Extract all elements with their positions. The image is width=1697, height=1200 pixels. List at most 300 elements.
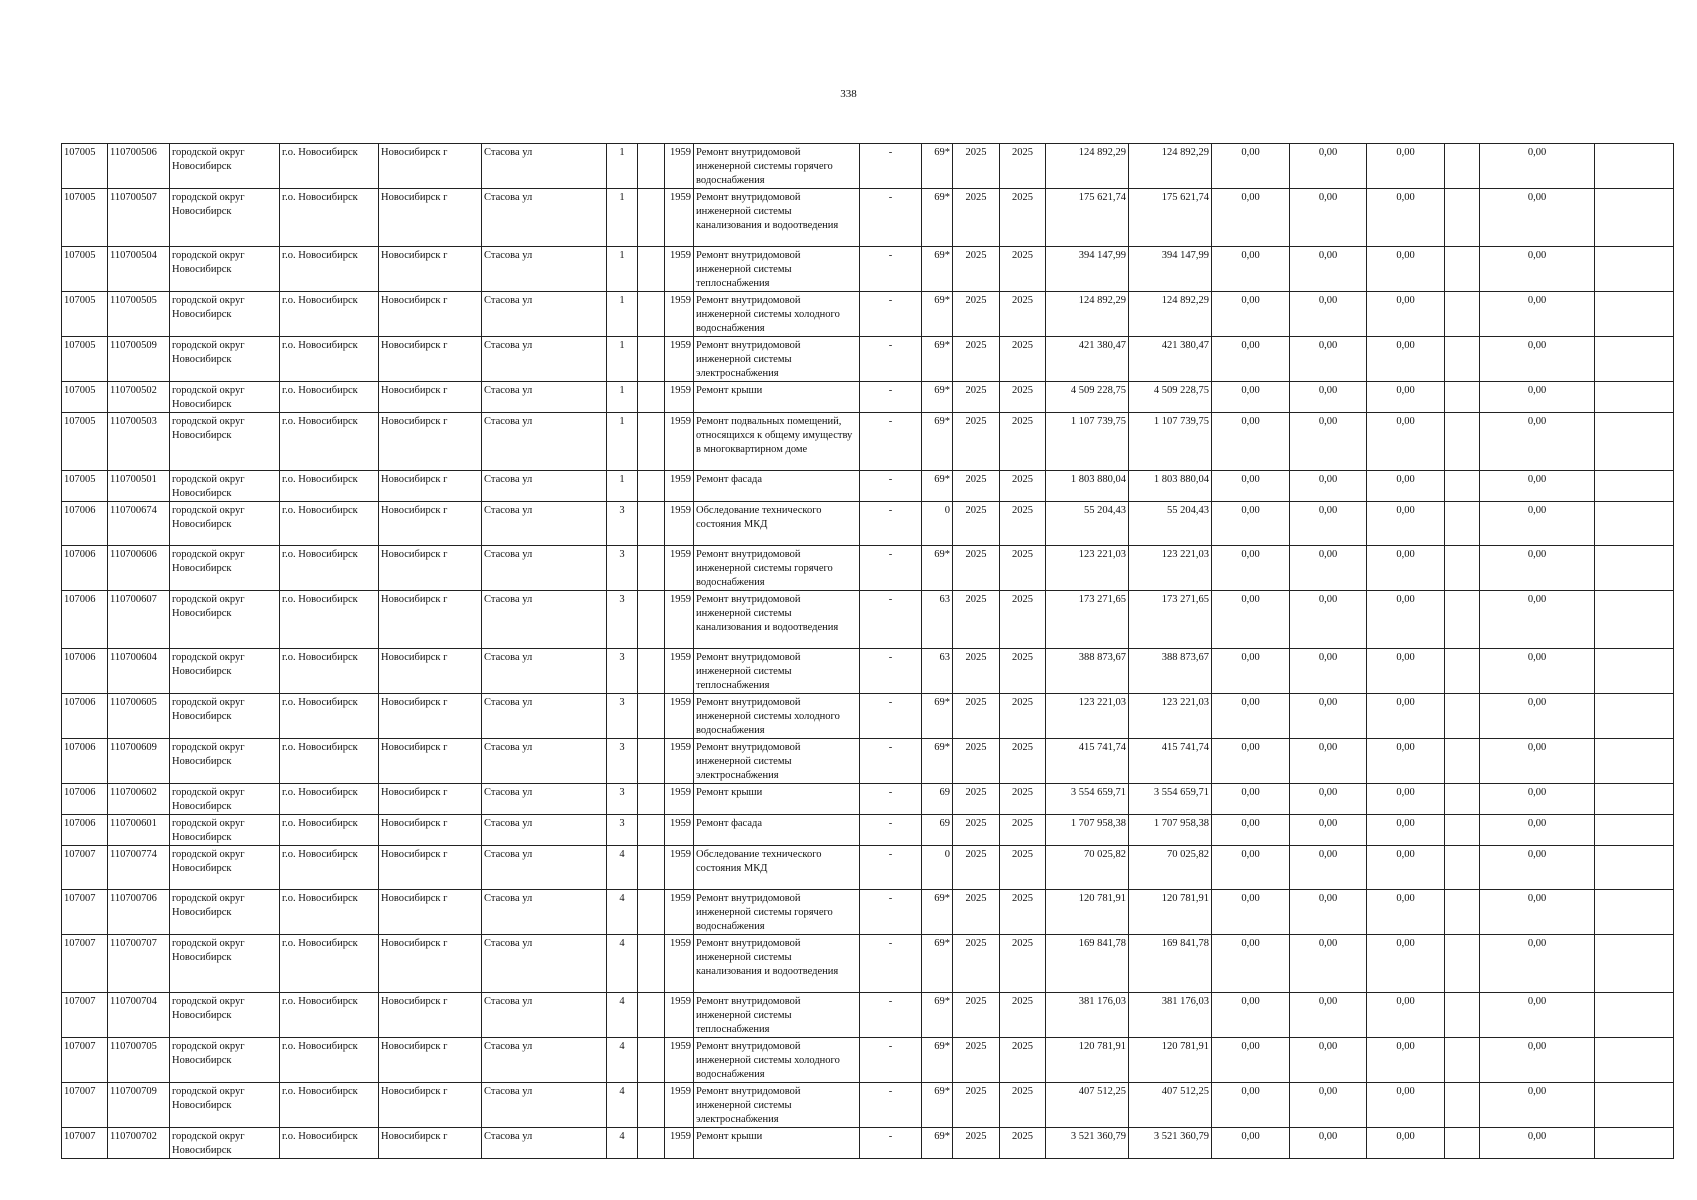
build-year-cell: 1959 [665,189,694,247]
build-year-cell: 1959 [665,382,694,413]
fund-cost-cell: 169 841,78 [1129,935,1212,993]
amount-cell-5: 0,00 [1480,382,1595,413]
amount-cell-3: 0,00 [1367,993,1445,1038]
locality-cell: Новосибирск г [379,993,482,1038]
record-id-cell: 107005 [62,337,108,382]
wear-cell: 69* [922,471,953,502]
amount-cell-4 [1445,382,1480,413]
amount-cell-1: 0,00 [1212,502,1290,546]
plan-year-end-cell: 2025 [1000,247,1046,292]
build-year-cell: 1959 [665,694,694,739]
amount-cell-3: 0,00 [1367,890,1445,935]
record-id-cell: 107006 [62,546,108,591]
street-cell: Стасова ул [482,502,607,546]
table-row [62,649,1674,694]
table-row [62,144,1674,189]
district-cell: г.о. Новосибирск [280,247,379,292]
wear-cell: 69* [922,993,953,1038]
building-cell [638,815,665,846]
plan-year-end-cell: 2025 [1000,935,1046,993]
build-year-cell: 1959 [665,784,694,815]
work-code-cell: 110700704 [108,993,170,1038]
locality-cell: Новосибирск г [379,144,482,189]
record-id-cell: 107006 [62,649,108,694]
amount-cell-4 [1445,739,1480,784]
amount-cell-5: 0,00 [1480,1038,1595,1083]
record-id-cell: 107007 [62,846,108,890]
plan-year-end-cell: 2025 [1000,502,1046,546]
locality-cell: Новосибирск г [379,890,482,935]
house-number-cell: 3 [607,591,638,649]
record-id-cell: 107005 [62,189,108,247]
total-cost-cell: 175 621,74 [1046,189,1129,247]
work-type-cell: Обследование технического состояния МКД [694,502,860,546]
fund-cost-cell: 394 147,99 [1129,247,1212,292]
plan-year-start-cell: 2025 [953,546,1000,591]
total-cost-cell: 124 892,29 [1046,292,1129,337]
municipality-cell: городской округ Новосибирск [170,546,280,591]
amount-cell-1: 0,00 [1212,815,1290,846]
amount-cell-1: 0,00 [1212,890,1290,935]
table-row [62,694,1674,739]
locality-cell: Новосибирск г [379,382,482,413]
dash-cell: - [860,1128,922,1159]
amount-cell-2: 0,00 [1290,890,1367,935]
record-id-cell: 107007 [62,1128,108,1159]
plan-year-start-cell: 2025 [953,815,1000,846]
wear-cell: 69* [922,247,953,292]
total-cost-cell: 407 512,25 [1046,1083,1129,1128]
municipality-cell: городской округ Новосибирск [170,784,280,815]
work-type-cell: Ремонт внутридомовой инженерной системы канализования и водоотведения [694,591,860,649]
work-type-cell: Ремонт внутридомовой инженерной системы холодного водоснабжения [694,694,860,739]
municipality-cell: городской округ Новосибирск [170,993,280,1038]
wear-cell: 69 [922,815,953,846]
total-cost-cell: 123 221,03 [1046,546,1129,591]
dash-cell: - [860,1083,922,1128]
amount-cell-3: 0,00 [1367,546,1445,591]
amount-cell-6 [1595,382,1674,413]
wear-cell: 69* [922,413,953,471]
amount-cell-6 [1595,292,1674,337]
build-year-cell: 1959 [665,846,694,890]
amount-cell-6 [1595,694,1674,739]
district-cell: г.о. Новосибирск [280,382,379,413]
table-row [62,471,1674,502]
district-cell: г.о. Новосибирск [280,471,379,502]
house-number-cell: 4 [607,1128,638,1159]
street-cell: Стасова ул [482,247,607,292]
street-cell: Стасова ул [482,739,607,784]
house-number-cell: 4 [607,1038,638,1083]
municipality-cell: городской округ Новосибирск [170,247,280,292]
amount-cell-2: 0,00 [1290,591,1367,649]
amount-cell-3: 0,00 [1367,694,1445,739]
fund-cost-cell: 55 204,43 [1129,502,1212,546]
street-cell: Стасова ул [482,546,607,591]
work-code-cell: 110700702 [108,1128,170,1159]
work-type-cell: Ремонт внутридомовой инженерной системы горячего водоснабжения [694,890,860,935]
fund-cost-cell: 381 176,03 [1129,993,1212,1038]
amount-cell-3: 0,00 [1367,413,1445,471]
capital-repair-table [61,143,1674,1159]
amount-cell-3: 0,00 [1367,846,1445,890]
building-cell [638,502,665,546]
dash-cell: - [860,846,922,890]
house-number-cell: 3 [607,739,638,784]
district-cell: г.о. Новосибирск [280,144,379,189]
building-cell [638,144,665,189]
amount-cell-5: 0,00 [1480,591,1595,649]
table-row [62,337,1674,382]
amount-cell-6 [1595,189,1674,247]
amount-cell-5: 0,00 [1480,502,1595,546]
amount-cell-5: 0,00 [1480,694,1595,739]
work-code-cell: 110700507 [108,189,170,247]
amount-cell-1: 0,00 [1212,337,1290,382]
amount-cell-5: 0,00 [1480,471,1595,502]
amount-cell-4 [1445,935,1480,993]
fund-cost-cell: 173 271,65 [1129,591,1212,649]
amount-cell-1: 0,00 [1212,144,1290,189]
record-id-cell: 107005 [62,247,108,292]
amount-cell-6 [1595,413,1674,471]
total-cost-cell: 394 147,99 [1046,247,1129,292]
wear-cell: 69* [922,337,953,382]
work-type-cell: Ремонт внутридомовой инженерной системы теплоснабжения [694,247,860,292]
amount-cell-3: 0,00 [1367,337,1445,382]
fund-cost-cell: 123 221,03 [1129,694,1212,739]
street-cell: Стасова ул [482,649,607,694]
locality-cell: Новосибирск г [379,739,482,784]
table-row [62,846,1674,890]
amount-cell-1: 0,00 [1212,189,1290,247]
amount-cell-6 [1595,739,1674,784]
dash-cell: - [860,189,922,247]
street-cell: Стасова ул [482,189,607,247]
street-cell: Стасова ул [482,1083,607,1128]
table-row [62,382,1674,413]
plan-year-start-cell: 2025 [953,1038,1000,1083]
amount-cell-6 [1595,890,1674,935]
table-row [62,292,1674,337]
locality-cell: Новосибирск г [379,189,482,247]
street-cell: Стасова ул [482,1038,607,1083]
district-cell: г.о. Новосибирск [280,1128,379,1159]
district-cell: г.о. Новосибирск [280,815,379,846]
amount-cell-1: 0,00 [1212,935,1290,993]
district-cell: г.о. Новосибирск [280,292,379,337]
building-cell [638,784,665,815]
district-cell: г.о. Новосибирск [280,1083,379,1128]
amount-cell-2: 0,00 [1290,1128,1367,1159]
plan-year-start-cell: 2025 [953,739,1000,784]
work-code-cell: 110700503 [108,413,170,471]
building-cell [638,935,665,993]
work-type-cell: Ремонт подвальных помещений, относящихся к общему имуществу в многоквартирном доме [694,413,860,471]
municipality-cell: городской округ Новосибирск [170,815,280,846]
build-year-cell: 1959 [665,591,694,649]
total-cost-cell: 120 781,91 [1046,890,1129,935]
amount-cell-5: 0,00 [1480,337,1595,382]
wear-cell: 69* [922,890,953,935]
total-cost-cell: 415 741,74 [1046,739,1129,784]
plan-year-start-cell: 2025 [953,144,1000,189]
table-row [62,890,1674,935]
plan-year-start-cell: 2025 [953,890,1000,935]
municipality-cell: городской округ Новосибирск [170,846,280,890]
fund-cost-cell: 124 892,29 [1129,144,1212,189]
plan-year-start-cell: 2025 [953,591,1000,649]
total-cost-cell: 173 271,65 [1046,591,1129,649]
locality-cell: Новосибирск г [379,502,482,546]
municipality-cell: городской округ Новосибирск [170,502,280,546]
amount-cell-6 [1595,649,1674,694]
build-year-cell: 1959 [665,890,694,935]
wear-cell: 69* [922,189,953,247]
amount-cell-6 [1595,247,1674,292]
table-row [62,1083,1674,1128]
amount-cell-4 [1445,292,1480,337]
plan-year-end-cell: 2025 [1000,189,1046,247]
plan-year-end-cell: 2025 [1000,144,1046,189]
work-type-cell: Ремонт внутридомовой инженерной системы теплоснабжения [694,649,860,694]
build-year-cell: 1959 [665,144,694,189]
street-cell: Стасова ул [482,337,607,382]
building-cell [638,1128,665,1159]
amount-cell-5: 0,00 [1480,1083,1595,1128]
plan-year-end-cell: 2025 [1000,591,1046,649]
amount-cell-4 [1445,993,1480,1038]
work-type-cell: Ремонт внутридомовой инженерной системы холодного водоснабжения [694,1038,860,1083]
house-number-cell: 3 [607,649,638,694]
amount-cell-2: 0,00 [1290,144,1367,189]
amount-cell-1: 0,00 [1212,292,1290,337]
municipality-cell: городской округ Новосибирск [170,739,280,784]
table-row [62,739,1674,784]
table-row [62,935,1674,993]
building-cell [638,546,665,591]
amount-cell-6 [1595,815,1674,846]
amount-cell-2: 0,00 [1290,1038,1367,1083]
building-cell [638,649,665,694]
municipality-cell: городской округ Новосибирск [170,189,280,247]
table-row [62,1128,1674,1159]
amount-cell-4 [1445,189,1480,247]
building-cell [638,890,665,935]
dash-cell: - [860,144,922,189]
amount-cell-3: 0,00 [1367,784,1445,815]
house-number-cell: 1 [607,292,638,337]
district-cell: г.о. Новосибирск [280,502,379,546]
table-row [62,546,1674,591]
total-cost-cell: 124 892,29 [1046,144,1129,189]
work-type-cell: Ремонт внутридомовой инженерной системы электроснабжения [694,337,860,382]
plan-year-start-cell: 2025 [953,694,1000,739]
dash-cell: - [860,502,922,546]
district-cell: г.о. Новосибирск [280,739,379,784]
dash-cell: - [860,471,922,502]
fund-cost-cell: 120 781,91 [1129,1038,1212,1083]
amount-cell-2: 0,00 [1290,502,1367,546]
total-cost-cell: 421 380,47 [1046,337,1129,382]
municipality-cell: городской округ Новосибирск [170,337,280,382]
amount-cell-1: 0,00 [1212,546,1290,591]
amount-cell-5: 0,00 [1480,649,1595,694]
house-number-cell: 3 [607,546,638,591]
amount-cell-2: 0,00 [1290,292,1367,337]
amount-cell-4 [1445,649,1480,694]
record-id-cell: 107005 [62,471,108,502]
record-id-cell: 107006 [62,694,108,739]
total-cost-cell: 381 176,03 [1046,993,1129,1038]
locality-cell: Новосибирск г [379,649,482,694]
municipality-cell: городской округ Новосибирск [170,890,280,935]
house-number-cell: 3 [607,502,638,546]
street-cell: Стасова ул [482,591,607,649]
work-code-cell: 110700607 [108,591,170,649]
plan-year-end-cell: 2025 [1000,382,1046,413]
amount-cell-2: 0,00 [1290,546,1367,591]
build-year-cell: 1959 [665,502,694,546]
building-cell [638,337,665,382]
plan-year-end-cell: 2025 [1000,292,1046,337]
house-number-cell: 4 [607,846,638,890]
wear-cell: 69* [922,292,953,337]
amount-cell-6 [1595,144,1674,189]
amount-cell-5: 0,00 [1480,292,1595,337]
record-id-cell: 107005 [62,382,108,413]
fund-cost-cell: 120 781,91 [1129,890,1212,935]
amount-cell-2: 0,00 [1290,784,1367,815]
dash-cell: - [860,784,922,815]
amount-cell-1: 0,00 [1212,1038,1290,1083]
record-id-cell: 107007 [62,935,108,993]
municipality-cell: городской округ Новосибирск [170,694,280,739]
street-cell: Стасова ул [482,471,607,502]
building-cell [638,739,665,784]
house-number-cell: 4 [607,890,638,935]
amount-cell-1: 0,00 [1212,649,1290,694]
fund-cost-cell: 4 509 228,75 [1129,382,1212,413]
amount-cell-4 [1445,815,1480,846]
house-number-cell: 4 [607,935,638,993]
house-number-cell: 1 [607,413,638,471]
dash-cell: - [860,382,922,413]
locality-cell: Новосибирск г [379,815,482,846]
street-cell: Стасова ул [482,935,607,993]
plan-year-end-cell: 2025 [1000,471,1046,502]
build-year-cell: 1959 [665,337,694,382]
district-cell: г.о. Новосибирск [280,1038,379,1083]
amount-cell-6 [1595,993,1674,1038]
dash-cell: - [860,546,922,591]
district-cell: г.о. Новосибирск [280,649,379,694]
amount-cell-6 [1595,471,1674,502]
locality-cell: Новосибирск г [379,784,482,815]
dash-cell: - [860,815,922,846]
amount-cell-1: 0,00 [1212,694,1290,739]
total-cost-cell: 3 554 659,71 [1046,784,1129,815]
municipality-cell: городской округ Новосибирск [170,413,280,471]
plan-year-end-cell: 2025 [1000,649,1046,694]
plan-year-start-cell: 2025 [953,247,1000,292]
fund-cost-cell: 421 380,47 [1129,337,1212,382]
locality-cell: Новосибирск г [379,846,482,890]
plan-year-end-cell: 2025 [1000,1128,1046,1159]
amount-cell-2: 0,00 [1290,189,1367,247]
street-cell: Стасова ул [482,413,607,471]
total-cost-cell: 70 025,82 [1046,846,1129,890]
total-cost-cell: 3 521 360,79 [1046,1128,1129,1159]
municipality-cell: городской округ Новосибирск [170,649,280,694]
plan-year-start-cell: 2025 [953,382,1000,413]
amount-cell-1: 0,00 [1212,784,1290,815]
table-row [62,189,1674,247]
amount-cell-4 [1445,1038,1480,1083]
street-cell: Стасова ул [482,144,607,189]
amount-cell-4 [1445,546,1480,591]
table-row [62,815,1674,846]
wear-cell: 69* [922,144,953,189]
work-code-cell: 110700504 [108,247,170,292]
amount-cell-5: 0,00 [1480,413,1595,471]
plan-year-end-cell: 2025 [1000,413,1046,471]
wear-cell: 69 [922,784,953,815]
amount-cell-3: 0,00 [1367,189,1445,247]
work-code-cell: 110700604 [108,649,170,694]
street-cell: Стасова ул [482,890,607,935]
amount-cell-5: 0,00 [1480,546,1595,591]
record-id-cell: 107007 [62,890,108,935]
street-cell: Стасова ул [482,292,607,337]
plan-year-end-cell: 2025 [1000,846,1046,890]
dash-cell: - [860,739,922,784]
fund-cost-cell: 3 521 360,79 [1129,1128,1212,1159]
plan-year-end-cell: 2025 [1000,739,1046,784]
total-cost-cell: 169 841,78 [1046,935,1129,993]
build-year-cell: 1959 [665,993,694,1038]
plan-year-start-cell: 2025 [953,993,1000,1038]
amount-cell-2: 0,00 [1290,694,1367,739]
street-cell: Стасова ул [482,1128,607,1159]
plan-year-start-cell: 2025 [953,413,1000,471]
house-number-cell: 4 [607,1083,638,1128]
total-cost-cell: 123 221,03 [1046,694,1129,739]
work-type-cell: Ремонт крыши [694,382,860,413]
work-code-cell: 110700602 [108,784,170,815]
plan-year-start-cell: 2025 [953,935,1000,993]
plan-year-start-cell: 2025 [953,649,1000,694]
plan-year-start-cell: 2025 [953,846,1000,890]
building-cell [638,694,665,739]
work-type-cell: Обследование технического состояния МКД [694,846,860,890]
work-code-cell: 110700601 [108,815,170,846]
amount-cell-1: 0,00 [1212,739,1290,784]
amount-cell-3: 0,00 [1367,144,1445,189]
work-code-cell: 110700774 [108,846,170,890]
amount-cell-4 [1445,502,1480,546]
amount-cell-3: 0,00 [1367,591,1445,649]
locality-cell: Новосибирск г [379,1083,482,1128]
fund-cost-cell: 1 707 958,38 [1129,815,1212,846]
amount-cell-2: 0,00 [1290,846,1367,890]
amount-cell-4 [1445,247,1480,292]
district-cell: г.о. Новосибирск [280,846,379,890]
amount-cell-2: 0,00 [1290,1083,1367,1128]
amount-cell-2: 0,00 [1290,649,1367,694]
amount-cell-4 [1445,471,1480,502]
